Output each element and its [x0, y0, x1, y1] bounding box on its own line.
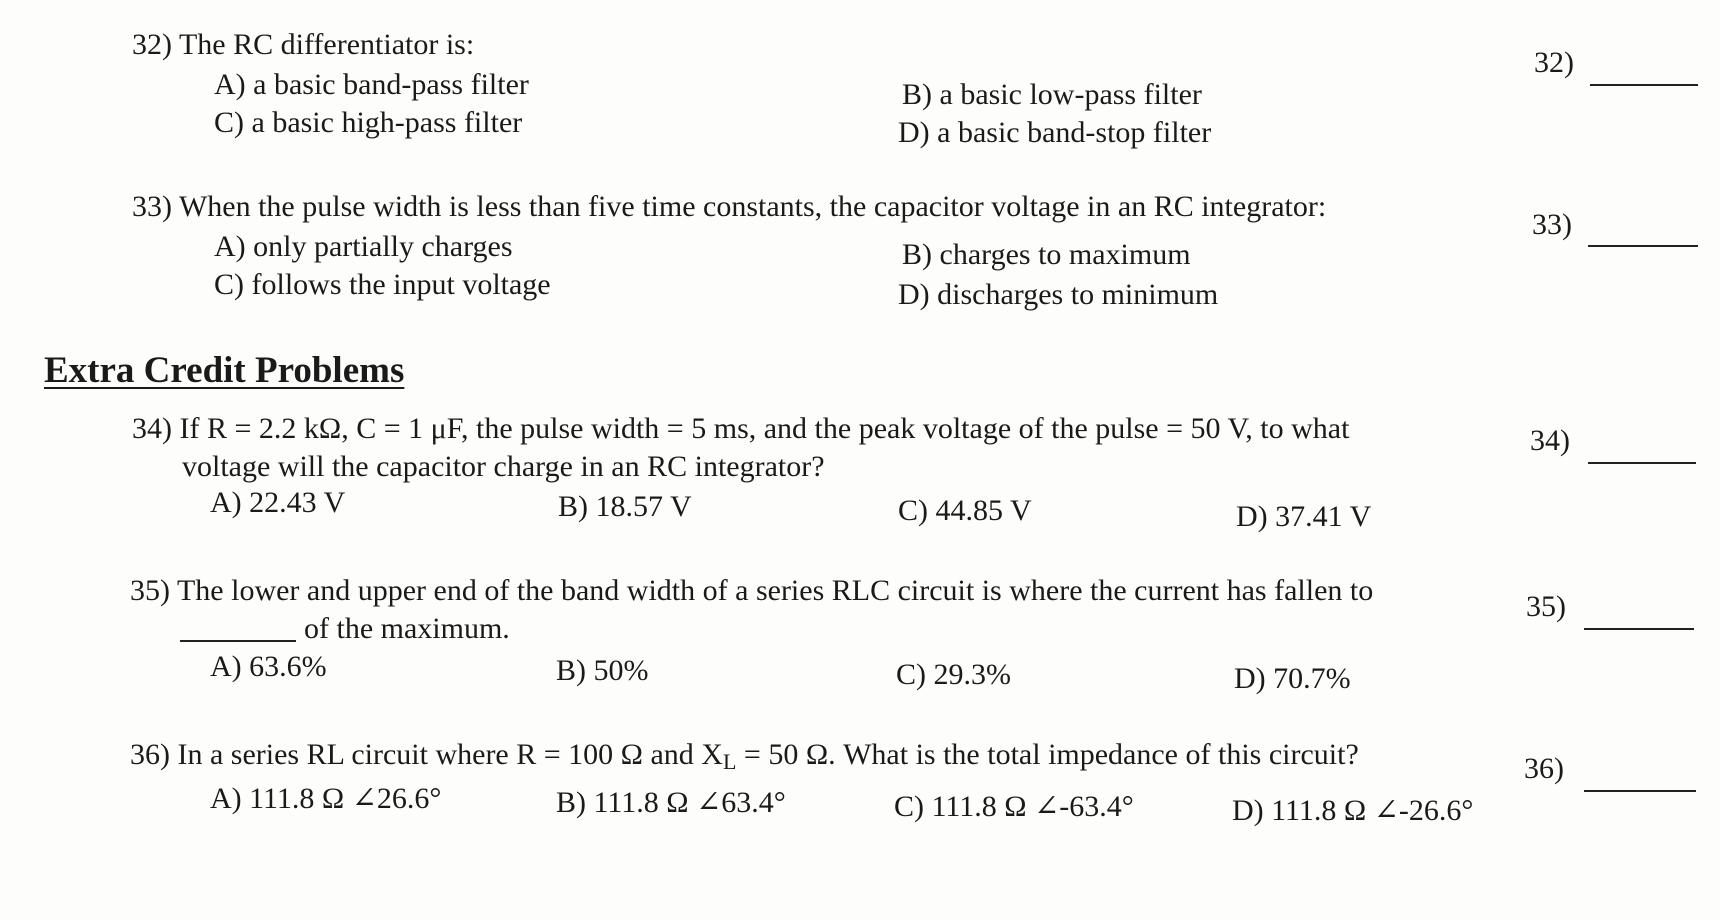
- question-32-text: The RC differentiator is:: [178, 28, 475, 61]
- question-34-number: 34): [132, 412, 172, 445]
- question-35-stem-line2: of the maximum.: [304, 612, 510, 645]
- q35-choice-c: C) 29.3%: [896, 658, 1011, 691]
- question-34-text: If R = 2.2 kΩ, C = 1 μF, the pulse width = 5 ms, and the peak voltage of the pulse = 50 V, to what: [179, 412, 1350, 445]
- q35-choice-a: A) 63.6%: [210, 650, 327, 683]
- q34-answer-blank[interactable]: [1588, 462, 1696, 464]
- q32-choice-c: C) a basic high-pass filter: [214, 106, 523, 139]
- question-36-subscript: L: [722, 749, 737, 774]
- question-32-number: 32): [132, 28, 172, 61]
- question-33-text: When the pulse width is less than five time constants, the capacitor voltage in an RC integrator:: [178, 190, 1327, 223]
- q35-answer-blank[interactable]: [1584, 628, 1694, 630]
- q32-choice-d: D) a basic band-stop filter: [898, 116, 1212, 149]
- q33-choice-b: B) charges to maximum: [902, 238, 1191, 271]
- q34-choice-c: C) 44.85 V: [898, 494, 1032, 527]
- question-34-stem-line1: [132, 412, 1349, 446]
- q35-answer-label: 35): [1526, 590, 1566, 623]
- q35-choice-d: D) 70.7%: [1234, 662, 1351, 695]
- q33-answer-label: 33): [1532, 208, 1572, 241]
- q32-choice-b: B) a basic low-pass filter: [902, 78, 1202, 111]
- q33-choice-c: C) follows the input voltage: [214, 268, 551, 301]
- q32-answer-blank[interactable]: [1590, 84, 1698, 86]
- q34-answer-label: 34): [1530, 424, 1570, 457]
- q32-answer-label: 32): [1534, 46, 1574, 79]
- question-36-stem: [130, 738, 1359, 779]
- section-heading-extra-credit: Extra Credit Problems: [44, 350, 405, 391]
- q36-answer-blank[interactable]: [1584, 790, 1696, 792]
- q33-choice-a: A) only partially charges: [214, 230, 513, 263]
- q36-choice-d: D) 111.8 Ω ∠-26.6°: [1232, 794, 1474, 827]
- question-36-text-a: In a series RL circuit where R = 100 Ω and X: [177, 738, 723, 771]
- question-33-stem: [132, 190, 1326, 224]
- q34-choice-d: D) 37.41 V: [1236, 500, 1372, 533]
- q36-choice-c: C) 111.8 Ω ∠-63.4°: [894, 790, 1134, 823]
- q35-choice-b: B) 50%: [556, 654, 649, 687]
- question-34-stem-line2: voltage will the capacitor charge in an RC integrator?: [182, 450, 825, 483]
- question-36-text-b: = 50 Ω. What is the total impedance of this circuit?: [736, 738, 1359, 771]
- q36-choice-a: A) 111.8 Ω ∠26.6°: [210, 782, 442, 815]
- q36-choice-b: B) 111.8 Ω ∠63.4°: [556, 786, 786, 819]
- q36-answer-label: 36): [1524, 752, 1564, 785]
- q35-inline-blank[interactable]: [180, 640, 296, 642]
- q32-choice-a: A) a basic band-pass filter: [214, 68, 529, 101]
- q34-choice-a: A) 22.43 V: [210, 486, 346, 519]
- question-35-stem-line1: [130, 574, 1373, 608]
- question-33-number: 33): [132, 190, 172, 223]
- q33-choice-d: D) discharges to minimum: [898, 278, 1219, 311]
- question-32-stem: [132, 28, 474, 62]
- question-36-number: 36): [130, 738, 170, 771]
- q33-answer-blank[interactable]: [1588, 245, 1698, 247]
- q34-choice-b: B) 18.57 V: [558, 490, 692, 523]
- question-35-number: 35): [130, 574, 170, 607]
- question-35-text: The lower and upper end of the band width of a series RLC circuit is where the current has fallen to: [176, 574, 1374, 607]
